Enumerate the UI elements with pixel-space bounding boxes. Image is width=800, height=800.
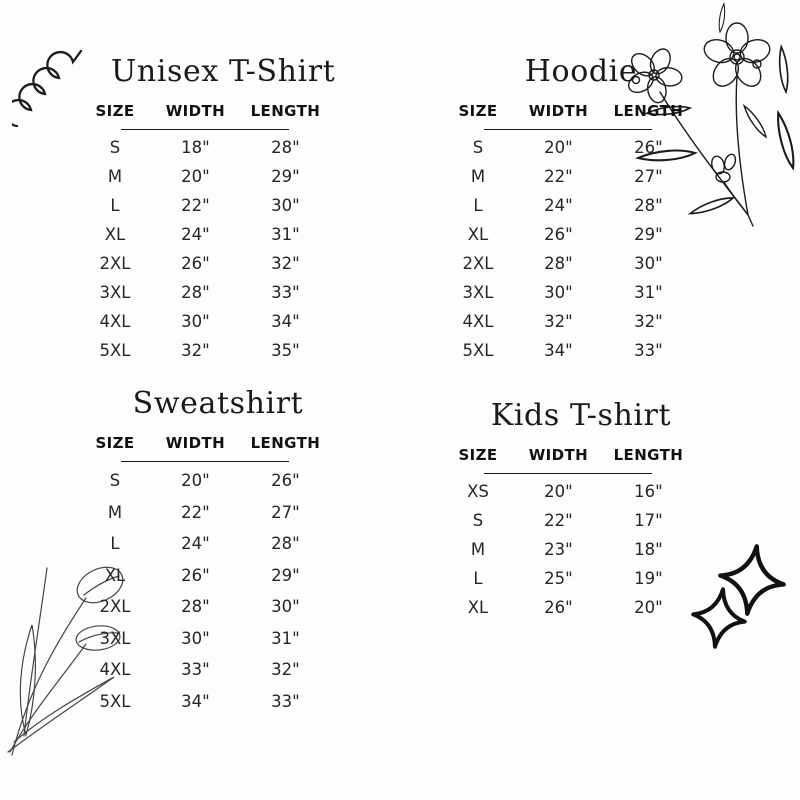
table-wrap xyxy=(85,102,325,365)
size-label-cell: 4XL xyxy=(99,312,131,331)
length-value-cell: 31" xyxy=(271,225,300,244)
kids-tshirt-chart xyxy=(448,398,688,622)
size-label-cell: XS xyxy=(467,482,489,501)
size-label-cell: 4XL xyxy=(99,660,131,680)
width-value-cell: 24" xyxy=(544,196,573,215)
table-row xyxy=(85,278,325,307)
width-value-cell: 32" xyxy=(544,312,573,331)
size-label-cell: 3XL xyxy=(462,283,494,302)
table-row xyxy=(448,249,688,278)
length-value-cell: 33" xyxy=(634,341,663,360)
length-value-cell: 19" xyxy=(634,569,663,588)
hoodie-chart xyxy=(448,54,688,365)
width-value-cell: 22" xyxy=(544,511,573,530)
size-label-cell: 2XL xyxy=(99,254,131,273)
table-row xyxy=(448,336,688,365)
size-label-cell: 3XL xyxy=(99,283,131,302)
size-table xyxy=(85,102,325,365)
header-divider xyxy=(484,129,652,130)
table-row xyxy=(448,278,688,307)
length-value-cell: 29" xyxy=(271,565,300,585)
column-header: SIZE xyxy=(95,102,135,120)
length-value-cell: 18" xyxy=(634,540,663,559)
table-row xyxy=(448,162,688,191)
width-value-cell: 22" xyxy=(544,167,573,186)
table-row xyxy=(448,220,688,249)
size-label-cell: 5XL xyxy=(462,341,494,360)
column-header: LENGTH xyxy=(250,434,321,452)
header-divider xyxy=(121,461,289,462)
width-value-cell: 33" xyxy=(181,660,210,680)
column-header: WIDTH xyxy=(528,446,589,464)
length-value-cell: 27" xyxy=(271,502,300,522)
width-value-cell: 34" xyxy=(544,341,573,360)
width-value-cell: 30" xyxy=(544,283,573,302)
column-header: LENGTH xyxy=(613,102,684,120)
header-divider xyxy=(484,473,652,474)
table-row xyxy=(85,623,325,655)
length-value-cell: 16" xyxy=(634,482,663,501)
length-value-cell: 27" xyxy=(634,167,663,186)
column-header: WIDTH xyxy=(528,102,589,120)
table-row xyxy=(448,191,688,220)
size-label-cell: 3XL xyxy=(99,628,131,648)
table-row xyxy=(85,220,325,249)
size-label-cell: 5XL xyxy=(99,691,131,711)
table-row xyxy=(85,465,325,497)
table-row xyxy=(85,133,325,162)
table-row xyxy=(85,336,325,365)
size-label-cell: M xyxy=(470,167,486,186)
width-value-cell: 26" xyxy=(181,254,210,273)
table-row xyxy=(85,191,325,220)
size-label-cell: S xyxy=(472,138,484,157)
width-value-cell: 26" xyxy=(181,565,210,585)
column-header: SIZE xyxy=(458,446,498,464)
size-label-cell: 2XL xyxy=(462,254,494,273)
width-value-cell: 30" xyxy=(181,628,210,648)
size-label-cell: L xyxy=(473,569,483,588)
length-value-cell: 32" xyxy=(271,660,300,680)
width-value-cell: 25" xyxy=(544,569,573,588)
size-label-cell: XL xyxy=(104,225,126,244)
size-label-cell: S xyxy=(472,511,484,530)
table-wrap xyxy=(85,434,325,717)
width-value-cell: 32" xyxy=(181,341,210,360)
column-header: WIDTH xyxy=(165,434,226,452)
length-value-cell: 28" xyxy=(271,534,300,554)
length-value-cell: 34" xyxy=(271,312,300,331)
width-value-cell: 34" xyxy=(181,691,210,711)
length-value-cell: 33" xyxy=(271,283,300,302)
table-row xyxy=(85,249,325,278)
length-value-cell: 20" xyxy=(634,598,663,617)
length-value-cell: 29" xyxy=(271,167,300,186)
width-value-cell: 20" xyxy=(181,471,210,491)
chart-title: Kids T-shirt xyxy=(490,398,672,433)
chart-title: Hoodie xyxy=(524,54,638,89)
table-wrap xyxy=(448,102,688,365)
table-row xyxy=(85,497,325,529)
width-value-cell: 26" xyxy=(544,225,573,244)
table-row xyxy=(85,591,325,623)
width-value-cell: 20" xyxy=(544,482,573,501)
table-row xyxy=(85,560,325,592)
size-label-cell: 4XL xyxy=(462,312,494,331)
width-value-cell: 28" xyxy=(181,597,210,617)
size-label-cell: 2XL xyxy=(99,597,131,617)
size-label-cell: M xyxy=(107,167,123,186)
size-label-cell: S xyxy=(109,138,121,157)
table-row xyxy=(448,564,688,593)
length-value-cell: 28" xyxy=(634,196,663,215)
length-value-cell: 30" xyxy=(634,254,663,273)
size-label-cell: M xyxy=(470,540,486,559)
column-header: WIDTH xyxy=(165,102,226,120)
length-value-cell: 29" xyxy=(634,225,663,244)
table-row xyxy=(85,162,325,191)
table-row xyxy=(85,654,325,686)
table-row xyxy=(448,477,688,506)
sparkles-icon xyxy=(690,533,800,655)
table-row xyxy=(85,528,325,560)
column-header: SIZE xyxy=(458,102,498,120)
unisex-tshirt-chart xyxy=(85,54,336,365)
length-value-cell: 26" xyxy=(634,138,663,157)
length-value-cell: 28" xyxy=(271,138,300,157)
length-value-cell: 26" xyxy=(271,471,300,491)
length-value-cell: 31" xyxy=(271,628,300,648)
column-header: LENGTH xyxy=(613,446,684,464)
size-label-cell: M xyxy=(107,502,123,522)
chart-title: Sweatshirt xyxy=(132,386,304,421)
width-value-cell: 23" xyxy=(544,540,573,559)
size-label-cell: 5XL xyxy=(99,341,131,360)
width-value-cell: 20" xyxy=(544,138,573,157)
table-row xyxy=(448,133,688,162)
width-value-cell: 18" xyxy=(181,138,210,157)
width-value-cell: 22" xyxy=(181,502,210,522)
size-table xyxy=(85,434,325,717)
size-label-cell: L xyxy=(110,534,120,554)
width-value-cell: 28" xyxy=(181,283,210,302)
length-value-cell: 32" xyxy=(271,254,300,273)
length-value-cell: 35" xyxy=(271,341,300,360)
column-header: LENGTH xyxy=(250,102,321,120)
chart-title: Unisex T-Shirt xyxy=(111,54,336,89)
size-label-cell: XL xyxy=(467,598,489,617)
width-value-cell: 26" xyxy=(544,598,573,617)
sweatshirt-chart xyxy=(85,386,325,717)
table-row xyxy=(448,535,688,564)
table-row xyxy=(448,307,688,336)
width-value-cell: 22" xyxy=(181,196,210,215)
width-value-cell: 20" xyxy=(181,167,210,186)
length-value-cell: 32" xyxy=(634,312,663,331)
table-row xyxy=(448,593,688,622)
length-value-cell: 17" xyxy=(634,511,663,530)
length-value-cell: 31" xyxy=(634,283,663,302)
column-header: SIZE xyxy=(95,434,135,452)
header-divider xyxy=(121,129,289,130)
length-value-cell: 30" xyxy=(271,196,300,215)
table-row xyxy=(85,686,325,718)
size-table xyxy=(448,102,688,365)
width-value-cell: 24" xyxy=(181,225,210,244)
table-wrap xyxy=(448,446,688,622)
size-label-cell: XL xyxy=(104,565,126,585)
length-value-cell: 33" xyxy=(271,691,300,711)
size-label-cell: S xyxy=(109,471,121,491)
width-value-cell: 28" xyxy=(544,254,573,273)
size-label-cell: XL xyxy=(467,225,489,244)
size-label-cell: L xyxy=(110,196,120,215)
size-label-cell: L xyxy=(473,196,483,215)
width-value-cell: 24" xyxy=(181,534,210,554)
length-value-cell: 30" xyxy=(271,597,300,617)
table-row xyxy=(85,307,325,336)
table-row xyxy=(448,506,688,535)
width-value-cell: 30" xyxy=(181,312,210,331)
